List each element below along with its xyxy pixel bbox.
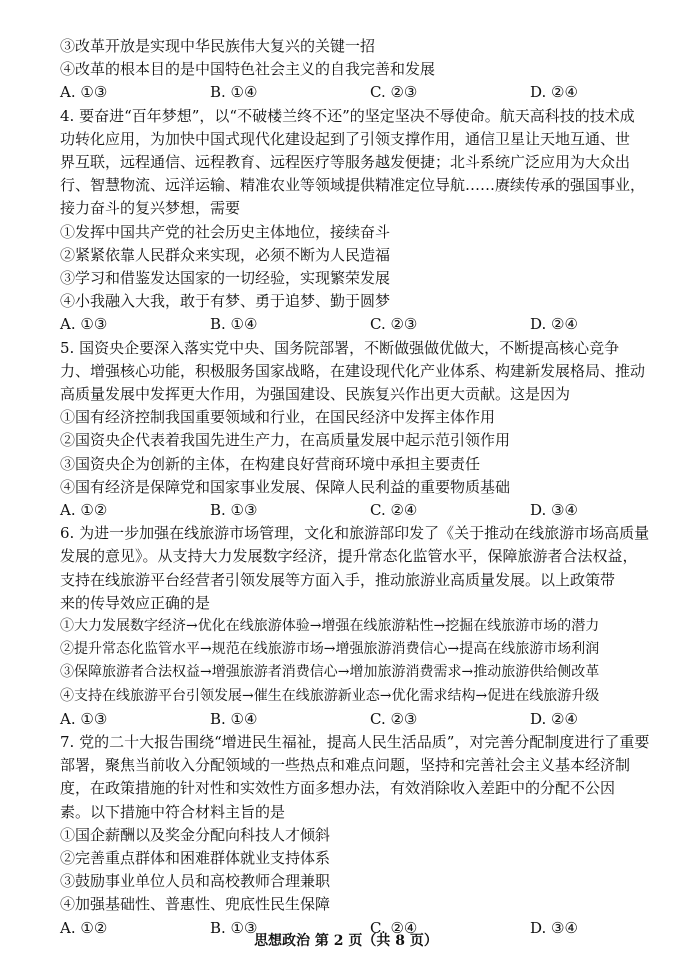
q7-item: ①国企薪酬以及奖金分配向科技人才倾斜	[60, 825, 331, 844]
option-d: D. ②④	[530, 83, 578, 102]
q4-stem-line: 行、智慧物流、远洋运输、精准农业等领域提供精准定位导航……赓续传承的强国事业，	[60, 176, 646, 195]
q6-stem-line: 支持在线旅游平台经营者引领发展等方面入手，推动旅游业高质量发展。以上政策带	[60, 570, 616, 589]
q7-item: ④加强基础性、普惠性、兜底性民生保障	[60, 895, 331, 914]
page-footer: 思想政治 第 2 页（共 8 页）	[254, 933, 438, 949]
option-b: B. ①③	[210, 501, 258, 519]
q5-stem-line: 高质量发展中发挥更大作用，为强国建设、民族复兴作出更大贡献。这是因为	[60, 385, 571, 403]
option-b: B. ①④	[210, 709, 258, 728]
q6-stem-line: 发展的意见》。从支持大力发展数字经济，提升常态化监管水平，保障旅游者合法权益，	[60, 547, 638, 566]
q4-item: ②紧紧依靠人民群众来实现，必须不断为人民造福	[60, 245, 391, 264]
q5-stem-line: 力、增强核心功能，积极服务国家战略，在建设现代化产业体系、构建新发展格局、推动	[60, 361, 646, 380]
q7-stem-line: 素。以下措施中符合材料主旨的是	[60, 802, 286, 821]
q6-item: ①大力发展数字经济→优化在线旅游体验→增强在线旅游粘性→挖掘在线旅游市场的潜力	[60, 618, 600, 634]
q4-stem-line: 功转化应用，为加快中国式现代化建设起到了引领支撑作用，通信卫星让天地互通、世	[60, 129, 631, 148]
q5-options	[60, 500, 660, 520]
option-a: A. ①③	[60, 83, 108, 102]
q6-item: ②提升常态化监管水平→规范在线旅游市场→增强旅游消费信心→提高在线旅游市场利润	[60, 641, 600, 658]
option-b: B. ①④	[210, 83, 258, 102]
q5-stem-line: 5. 国资央企要深入落实党中央、国务院部署，不断做强做优做大，不断提高核心竞争	[60, 338, 620, 357]
option-c: C. ②③	[370, 709, 418, 728]
option-a: A. ①②	[60, 918, 108, 937]
q4-options	[60, 314, 660, 334]
option-c: C. ②④	[370, 501, 418, 519]
option-d: D. ③④	[530, 918, 578, 937]
q4-item: ①发挥中国共产党的社会历史主体地位，接续奋斗	[60, 222, 391, 241]
q6-stem-line: 来的传导效应正确的是	[60, 593, 211, 612]
q5-item: ④国有经济是保障党和国家事业发展、保障人民利益的重要物质基础	[60, 477, 511, 496]
option-a: A. ①②	[60, 501, 108, 519]
q7-stem-line: 7. 党的二十大报告围绕“增进民生福祉，提高人民生活品质”，对完善分配制度进行了重要	[60, 733, 650, 751]
q3-item: ④改革的根本目的是中国特色社会主义的自我完善和发展	[60, 60, 436, 79]
q4-stem-line: 4. 要奋进“百年梦想”，以“不破楼兰终不还”的坚定坚决不辱使命。航天高科技的技术成	[60, 106, 635, 125]
q5-item: ②国资央企代表着我国先进生产力，在高质量发展中起示范引领作用	[60, 431, 511, 450]
q5-item: ③国资央企为创新的主体，在构建良好营商环境中承担主要责任	[60, 454, 481, 473]
option-d: D. ③④	[530, 501, 578, 519]
option-a: A. ①③	[60, 709, 108, 728]
option-d: D. ②④	[530, 315, 578, 334]
q3-options	[60, 82, 660, 102]
option-c: C. ②③	[370, 83, 418, 102]
q3-item: ③改革开放是实现中华民族伟大复兴的关键一招	[60, 37, 376, 55]
q7-item: ②完善重点群体和困难群体就业支持体系	[60, 849, 331, 867]
q7-item: ③鼓励事业单位人员和高校教师合理兼职	[60, 872, 331, 891]
option-c: C. ②④	[370, 918, 418, 937]
option-b: B. ①③	[210, 918, 258, 937]
q6-item: ③保障旅游者合法权益→增强旅游者消费信心→增加旅游消费需求→推动旅游供给侧改革	[60, 664, 600, 681]
q4-item: ④小我融入大我，敢于有梦、勇于追梦、勤于圆梦	[60, 292, 391, 311]
q6-item: ④支持在线旅游平台引领发展→催生在线旅游新业态→优化需求结构→促进在线旅游升级	[60, 687, 600, 704]
q6-options	[60, 709, 660, 729]
option-b: B. ①④	[210, 315, 258, 334]
q4-stem-line: 界互联，远程通信、远程教育、远程医疗等服务越发便捷；北斗系统广泛应用为大众出	[60, 153, 631, 171]
option-c: C. ②③	[370, 315, 418, 334]
q4-item: ③学习和借鉴发达国家的一切经验，实现繁荣发展	[60, 269, 391, 287]
q7-stem-line: 度，在政策措施的针对性和实效性方面多想办法，有效消除收入差距中的分配不公因	[60, 779, 616, 798]
option-a: A. ①③	[60, 315, 108, 334]
q6-stem-line: 6. 为进一步加强在线旅游市场管理，文化和旅游部印发了《关于推动在线旅游市场高质量	[60, 524, 650, 543]
q4-stem-line: 接力奋斗的复兴梦想，需要	[60, 199, 241, 218]
q7-stem-line: 部署，聚焦当前收入分配领域的一些热点和难点问题，坚持和完善社会主义基本经济制	[60, 756, 631, 775]
option-d: D. ②④	[530, 709, 578, 728]
q5-item: ①国有经济控制我国重要领域和行业，在国民经济中发挥主体作用	[60, 408, 496, 427]
